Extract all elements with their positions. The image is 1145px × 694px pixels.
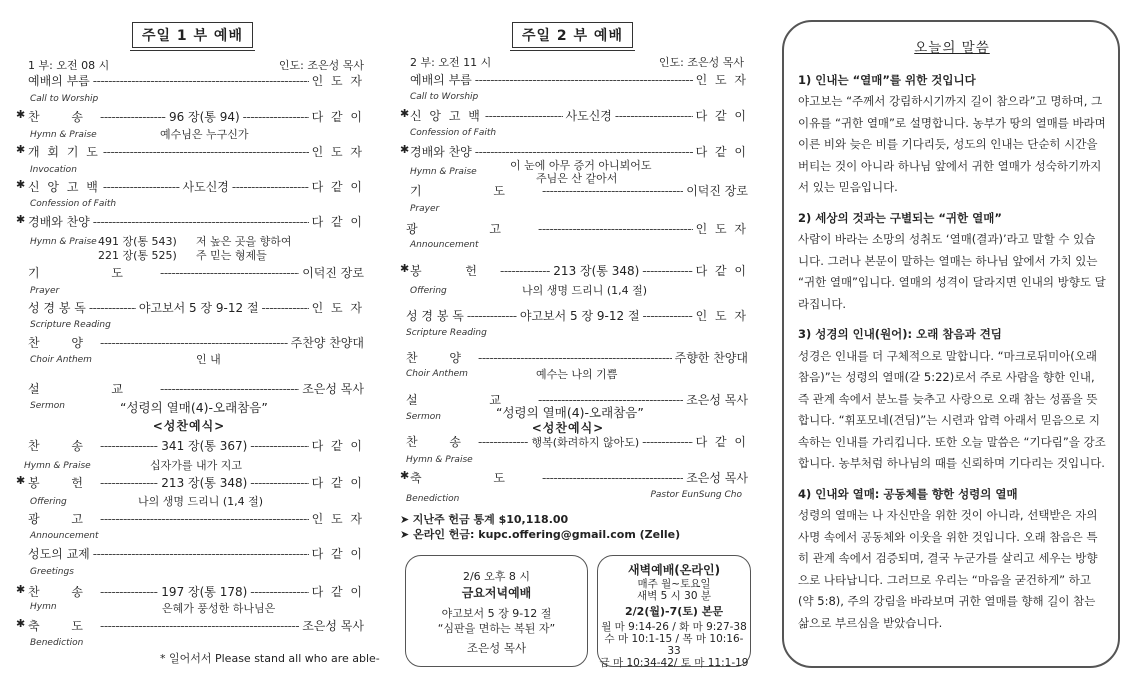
sermon-panel-title: 오늘의 말씀 (914, 40, 990, 56)
s2-offering-who: 다 같 이 (695, 264, 748, 278)
s1-praise-sub1 (30, 233, 364, 247)
s2-anthem-title: 예수는 나의 기쁨 (536, 368, 618, 381)
s1-praise-song1-title: 저 높은 곳을 향하여 (196, 235, 292, 248)
s2-online-offering (400, 526, 748, 542)
s1-sermon-label: 설 교 (28, 382, 157, 396)
s2-announce-eng: Announcement (410, 240, 479, 250)
stand-marker: ✱ (16, 143, 26, 156)
s1-offering-row (16, 474, 364, 491)
dawn-weekly: 매주 월~토요일 (637, 577, 711, 590)
s1-hymn3-mid: 197 장(통 178) (161, 585, 248, 599)
s2-offering-sub-row (410, 282, 748, 296)
s1-reading-who: 인 도 자 (311, 301, 364, 315)
s1-anthem-row (28, 334, 364, 351)
s1-hymn3-label: 찬 송 (28, 585, 97, 599)
s2-praise-song1: 이 눈에 아무 증거 아니뵈어도 (510, 159, 652, 172)
s1-bless-who: 조은성 목사 (302, 619, 364, 633)
s1-hymn1-label: 찬 송 (28, 110, 97, 124)
s1-praise-label: 경배와 찬양 (28, 215, 90, 229)
s1-hymn1-sub-row (30, 126, 364, 140)
s2-hymn-label: 찬 송 (406, 435, 475, 449)
s2-reading-who: 인 도 자 (695, 309, 748, 323)
s1-hymn2-row (28, 437, 364, 454)
sermon-paragraph-1: 야고보는 “주께서 강림하시기까지 길이 참으라”고 명하며, 그 이유를 “귀한 열매”로 설명합니다. 농부가 땅의 열매를 바라며 이른 비와 늦은 비를 기다리듯, 성도의 인내는 단순히 시간을 버티는 것이 아니라 하나님 앞에서 귀한 열매가 성숙하기까지 서 있는 믿음입니다. (798, 94, 1106, 194)
s2-bless-label: 축 도 (410, 471, 539, 485)
s1-hymn2-eng: Hymn & Praise (24, 461, 91, 471)
s1-greeting-eng: Greetings (30, 567, 74, 577)
s2-online-offering-text: 온라인 헌금: kupc.offering@gmail.com (Zelle) (413, 528, 681, 541)
sermon-heading-3: 3) 성경의 인내(원어): 오래 참음과 견딤 (798, 327, 1002, 341)
s2-bless-row (400, 469, 748, 486)
s1-offering-eng: Offering (30, 497, 67, 507)
s1-invocation-eng: Invocation (30, 165, 77, 175)
dawn-time: 새벽 5 시 30 분 (637, 589, 711, 602)
s2-bless-sub-row (406, 490, 748, 504)
s2-creed-eng: Confession of Faith (410, 128, 497, 138)
s2-bless-who: 조은성 목사 (686, 471, 748, 485)
s2-reading-eng: Scripture Reading (406, 328, 487, 338)
s1-praise-who: 다 같 이 (311, 215, 364, 229)
s1-hymn1-who: 다 같 이 (311, 110, 364, 124)
s2-call-who: 인 도 자 (695, 73, 748, 87)
s1-announce-row (28, 510, 364, 527)
sermon-paragraph-3: 성경은 인내를 더 구체적으로 말합니다. “마크로뒤미아(오래 참음)”는 성령의 열매(갈 5:22)로서 주로 사람을 향한 인내, 즉 관계 속에서 분노를 늦추고 사랑으로 오래 참는 성품을 뜻합니다. “휘포모네(견딤)”는 시련과 압력 아래서 믿음으로 지속하는 인내를 가리킵니다. 또한 오늘 말씀은 “기다림”을 강조합니다. 농부처럼 하나님의 때를 신뢰하며 기다리는 것입니다. (798, 348, 1106, 470)
s2-hymn-mid: 행복(화려하지 않아도) (531, 436, 640, 449)
s1-praise-eng: Hymn & Praise (30, 237, 97, 247)
s1-hymn1-row (16, 108, 364, 125)
s2-anthem-who: 주향한 찬양대 (674, 351, 748, 365)
s1-invocation-who: 인 도 자 (311, 145, 364, 159)
s2-offering-eng: Offering (410, 286, 447, 296)
s1-anthem-eng: Choir Anthem (30, 355, 92, 365)
s1-greeting-row (28, 545, 364, 562)
s1-hymn3-eng: Hymn (30, 602, 57, 612)
stand-marker: ✱ (16, 583, 26, 596)
s2-offering-mid: 213 장(통 348) (553, 264, 640, 278)
s1-sermon-eng: Sermon (30, 401, 65, 411)
s2-creed-who: 다 같 이 (695, 109, 748, 123)
s2-communion-title: <성찬예식> (531, 421, 605, 435)
s2-prayer-label: 기 도 (410, 184, 539, 198)
s1-hymn3-title: 은혜가 풍성한 하나님은 (162, 602, 276, 615)
s2-announce-label: 광 고 (406, 222, 535, 236)
s1-anthem-label: 찬 양 (28, 336, 97, 350)
s1-announce-label: 광 고 (28, 512, 97, 526)
s2-offering-label: 봉 헌 (410, 264, 497, 278)
friday-time: 2/6 오후 8 시 (462, 570, 531, 583)
s2-sermon-title: “성령의 열매(4)-오래참음” (496, 405, 644, 420)
s2-praise-eng: Hymn & Praise (410, 167, 477, 177)
s1-hymn2-title: 십자가를 내가 지고 (150, 459, 243, 472)
s2-praise-label: 경배와 찬양 (410, 145, 472, 159)
s2-call-label: 예배의 부름 (410, 73, 472, 87)
dawn-reading-3: 금 마 10:34-42/ 토 마 11:1-19 (599, 656, 749, 669)
s1-hymn1-title: 예수님은 누구신가 (160, 128, 249, 141)
s1-invocation-row (16, 143, 364, 160)
service1-title: 주일 1 부 예배 (132, 22, 253, 48)
s2-offering-title: 나의 생명 드리니 (1,4 절) (522, 284, 648, 297)
s2-prayer-eng: Prayer (410, 204, 440, 214)
s1-hymn2-who: 다 같 이 (311, 439, 364, 453)
s1-praise-song2-no: 221 장(통 525) (98, 249, 177, 262)
s1-communion-title: <성찬예식> (152, 419, 226, 433)
s1-bless-label: 축 도 (28, 619, 97, 633)
friday-scripture: 야고보서 5 장 9-12 절 (441, 607, 552, 621)
stand-marker: ✱ (16, 178, 26, 191)
s1-creed-row (16, 178, 364, 195)
stand-marker: ✱ (400, 262, 410, 275)
s2-anthem-label: 찬 양 (406, 351, 475, 365)
s1-bless-eng: Benediction (30, 638, 84, 648)
s1-offering-label: 봉 헌 (28, 476, 97, 490)
s1-call-eng: Call to Worship (30, 94, 99, 104)
s2-sermon-label: 설 교 (406, 393, 535, 407)
stand-marker: ✱ (400, 469, 410, 482)
s2-anthem-eng: Choir Anthem (406, 369, 468, 379)
s2-sermon-eng: Sermon (406, 412, 441, 422)
s1-creed-label: 신 앙 고 백 (28, 180, 100, 194)
s1-prayer-eng: Prayer (30, 286, 60, 296)
stand-marker: ✱ (16, 617, 26, 630)
stand-marker: ✱ (400, 107, 410, 120)
s1-offering-sub-row (30, 493, 364, 507)
s1-reading-mid: 야고보서 5 장 9-12 절 (138, 301, 259, 315)
s1-reading-label: 성 경 봉 독 (28, 301, 86, 315)
s1-offering-mid: 213 장(통 348) (161, 476, 248, 490)
stand-marker: ✱ (16, 108, 26, 121)
s1-sermon-title: “성령의 열매(4)-오래참음” (120, 400, 268, 415)
s1-anthem-sub-row (30, 351, 364, 365)
s1-reading-eng: Scripture Reading (30, 320, 111, 330)
service2-title: 주일 2 부 예배 (512, 22, 633, 48)
s1-praise-song1-no: 491 장(통 543) (98, 235, 177, 248)
stand-marker: ✱ (16, 474, 26, 487)
s1-prayer-who: 이덕진 장로 (302, 266, 364, 280)
sermon-heading-1: 1) 인내는 “열매”를 위한 것입니다 (798, 72, 976, 87)
sermon-heading-4: 4) 인내와 열매: 공동체를 향한 성령의 열매 (798, 486, 1018, 501)
s1-call-label: 예배의 부름 (28, 74, 90, 88)
s1-offering-who: 다 같 이 (311, 476, 364, 490)
dawn-reading-1: 월 마 9:14-26 / 화 마 9:27-38 (601, 620, 747, 633)
s2-offering-stat (400, 511, 748, 527)
s1-reading-row (28, 299, 364, 316)
s1-hymn3-who: 다 같 이 (311, 585, 364, 599)
s2-hymn-who: 다 같 이 (695, 435, 748, 449)
s1-hymn2-mid: 341 장(통 367) (161, 439, 248, 453)
dawn-service-box (597, 555, 751, 667)
s2-call-row (410, 71, 748, 88)
sermon-heading-2: 2) 세상의 것과는 구별되는 “귀한 열매” (798, 210, 1002, 225)
s2-offering-row (400, 262, 748, 279)
s1-creed-mid: 사도신경 (182, 180, 229, 194)
s1-praise-song2-title: 주 믿는 형제들 (196, 249, 267, 262)
s2-reading-mid: 야고보서 5 장 9-12 절 (519, 309, 640, 323)
service1-time: 1 부: 오전 08 시 (28, 59, 110, 72)
s2-prayer-row (410, 182, 748, 199)
s1-call-who: 인 도 자 (311, 74, 364, 88)
s1-hymn3-row (16, 583, 364, 600)
s2-announce-row (406, 220, 748, 237)
service2-time: 2 부: 오전 11 시 (410, 56, 492, 69)
s1-hymn2-sub-row (24, 457, 364, 471)
s1-hymn2-label: 찬 송 (28, 439, 97, 453)
s1-anthem-who: 주찬양 찬양대 (290, 336, 364, 350)
s2-anthem-row (406, 349, 748, 366)
s2-hymn-eng: Hymn & Praise (406, 455, 473, 465)
s1-prayer-row (28, 264, 364, 281)
friday-title: 금요저녁예배 (461, 585, 532, 600)
s1-creed-who: 다 같 이 (311, 180, 364, 194)
s2-reading-row (406, 307, 748, 324)
s2-call-eng: Call to Worship (410, 92, 479, 102)
s2-bless-pastor: Pastor EunSung Cho (650, 490, 742, 500)
stand-marker: ✱ (16, 213, 26, 226)
s2-offering-stat-text: 지난주 헌금 통계 $10,118.00 (412, 513, 569, 526)
s1-sermon-who: 조은성 목사 (302, 382, 364, 396)
sermon-panel (782, 20, 1120, 668)
s2-praise-song2: 주님은 산 같아서 (536, 172, 618, 185)
s1-greeting-label: 성도의 교제 (28, 547, 90, 561)
s1-announce-eng: Announcement (30, 531, 99, 541)
dawn-reading-head: 2/2(월)-7(토) 본문 (625, 604, 723, 618)
arrow-icon: ➤ (400, 513, 410, 526)
s1-anthem-title: 인 내 (196, 353, 221, 366)
s1-prayer-label: 기 도 (28, 266, 157, 280)
arrow-icon: ➤ (400, 528, 410, 541)
s2-creed-label: 신 앙 고 백 (410, 109, 482, 123)
s1-bless-row (16, 617, 364, 634)
s2-reading-label: 성 경 봉 독 (406, 309, 464, 323)
s1-offering-title: 나의 생명 드리니 (1,4 절) (138, 495, 264, 508)
friday-preacher: 조은성 목사 (466, 640, 527, 655)
s2-sermon-who: 조은성 목사 (686, 393, 748, 407)
sermon-paragraph-2: 사람이 바라는 소망의 성취도 ‘열매(결과)’라고 말할 수 있습니다. 그러나 본문이 말하는 열매는 하나님 앞에서 가치 있는 “귀한 열매”입니다. 열매의 성격이 달라지면 인내의 방향도 달라집니다. (798, 232, 1106, 311)
s2-announce-who: 인 도 자 (695, 222, 748, 236)
s1-hymn1-eng: Hymn & Praise (30, 130, 97, 140)
s1-footnote: * 일어서서 Please stand all who are able- (160, 652, 380, 665)
s2-prayer-who: 이덕진 장로 (686, 184, 748, 198)
s1-creed-eng: Confession of Faith (30, 199, 117, 209)
s1-praise-row (16, 213, 364, 230)
s2-bless-eng: Benediction (406, 494, 460, 504)
sermon-paragraph-4: 성령의 열매는 나 자신만을 위한 것이 아니라, 선택받은 자의 사명 속에서 공동체와 이웃을 위한 것입니다. 오래 참음은 특히 관계 속에서 검증되며, 결국 누군가를 살리고 세우는 방향으로 나타납니다. 그러므로 우리는 “마음을 굳건하게” 하고(약 5:8), 주의 강림을 바라보며 귀한 열매를 향해 길이 참는 삶으로 부르심을 받았습니다. (798, 508, 1098, 630)
stand-marker: ✱ (400, 143, 410, 156)
s2-creed-row (400, 107, 748, 124)
s1-call-row (28, 72, 364, 89)
s2-creed-mid: 사도신경 (565, 109, 612, 123)
dawn-title: 새벽예배(온라인) (627, 563, 721, 577)
s1-invocation-label: 개 회 기 도 (28, 145, 100, 159)
service2-leader: 인도: 조은성 목사 (658, 56, 744, 69)
friday-service-box (405, 555, 588, 667)
s1-sermon-row (28, 380, 364, 397)
dawn-reading-2: 수 마 10:1-15 / 목 마 10:16-33 (604, 632, 744, 657)
s2-praise-who: 다 같 이 (695, 145, 748, 159)
s1-announce-who: 인 도 자 (311, 512, 364, 526)
s1-hymn1-number: 96 장(통 94) (168, 110, 240, 124)
s2-hymn-row (406, 433, 748, 450)
service1-leader: 인도: 조은성 목사 (278, 59, 364, 72)
s1-greeting-who: 다 같 이 (311, 547, 364, 561)
friday-sermon-title: “심판을 면하는 복된 자” (437, 621, 556, 635)
